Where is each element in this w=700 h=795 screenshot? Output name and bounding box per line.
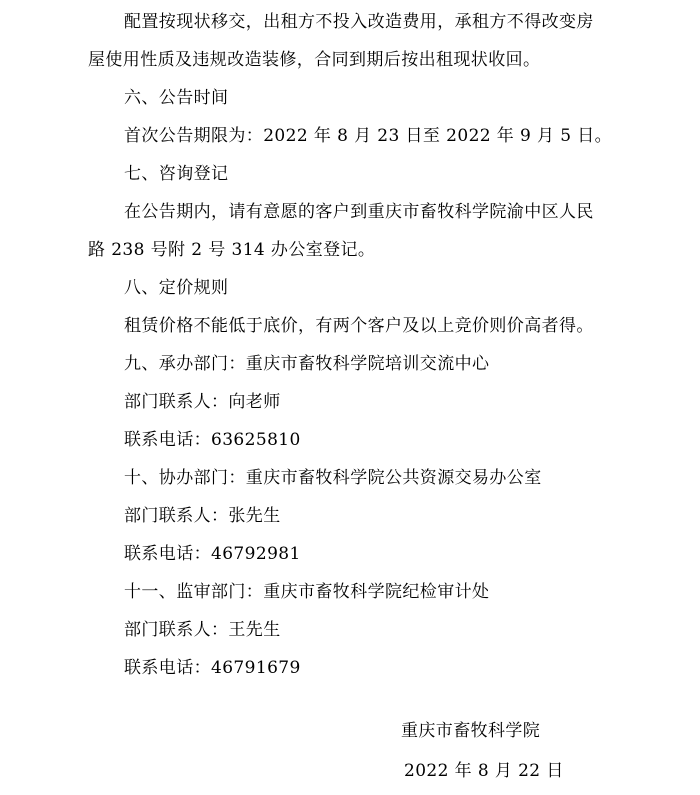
section-7-body-line-1: 在公告期内，请有意愿的客户到重庆市畜牧科学院渝中区人民 <box>124 202 594 222</box>
section-7-heading: 七、咨询登记 <box>124 164 229 184</box>
lease-condition-line-1: 配置按现状移交，出租方不投入改造费用，承租方不得改变房 <box>124 12 594 32</box>
section-6-body: 首次公告期限为：2022 年 8 月 23 日至 2022 年 9 月 5 日。 <box>124 126 613 146</box>
section-9-heading: 九、承办部门：重庆市畜牧科学院培训交流中心 <box>124 354 490 374</box>
section-10-phone: 联系电话：46792981 <box>124 544 301 564</box>
section-11-contact: 部门联系人：王先生 <box>124 620 281 640</box>
section-9-phone: 联系电话：63625810 <box>124 430 301 450</box>
section-8-heading: 八、定价规则 <box>124 278 229 298</box>
signature-organization: 重庆市畜牧科学院 <box>401 721 541 741</box>
section-10-heading: 十、协办部门：重庆市畜牧科学院公共资源交易办公室 <box>124 468 542 488</box>
section-7-body-line-2: 路 238 号附 2 号 314 办公室登记。 <box>88 240 376 260</box>
section-9-contact: 部门联系人：向老师 <box>124 392 281 412</box>
section-6-heading: 六、公告时间 <box>124 88 229 108</box>
section-8-body: 租赁价格不能低于底价，有两个客户及以上竞价则价高者得。 <box>124 316 594 336</box>
lease-condition-line-2: 屋使用性质及违规改造装修，合同到期后按出租现状收回。 <box>88 50 541 70</box>
section-11-heading: 十一、监审部门：重庆市畜牧科学院纪检审计处 <box>124 582 490 602</box>
section-11-phone: 联系电话：46791679 <box>124 658 301 678</box>
section-10-contact: 部门联系人：张先生 <box>124 506 281 526</box>
signature-date: 2022 年 8 月 22 日 <box>404 761 564 781</box>
